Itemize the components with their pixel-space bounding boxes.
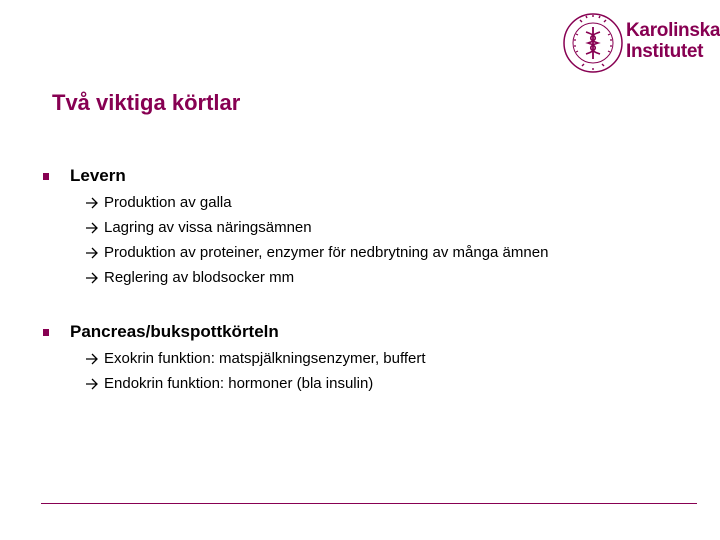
square-bullet-icon <box>43 329 49 336</box>
section-levern <box>43 166 549 290</box>
section-heading: Pancreas/bukspottkörteln <box>70 322 279 341</box>
arrow-right-icon <box>85 222 99 234</box>
logo-wordmark <box>626 20 720 62</box>
list-item: Exokrin funktion: matspjälkningsenzymer, buffert <box>85 346 426 371</box>
section-heading: Levern <box>70 166 126 185</box>
sub-list <box>85 346 426 396</box>
list-item: Reglering av blodsocker mm <box>85 265 548 290</box>
list-item: Lagring av vissa näringsämnen <box>85 215 548 240</box>
arrow-right-icon <box>85 378 99 390</box>
arrow-right-icon <box>85 247 99 259</box>
arrow-right-icon <box>85 197 99 209</box>
slide-title: Två viktiga körtlar <box>52 90 241 115</box>
sub-list <box>85 190 548 290</box>
karolinska-seal-icon <box>562 12 624 74</box>
logo-line1: Karolinska <box>626 20 720 41</box>
list-item: Produktion av galla <box>85 190 548 215</box>
section-pancreas <box>43 322 426 396</box>
logo-line2: Institutet <box>626 41 704 62</box>
list-item: Produktion av proteiner, enzymer för nedbrytning av många ämnen <box>85 240 548 265</box>
square-bullet-icon <box>43 173 49 180</box>
karolinska-logo <box>562 12 720 74</box>
arrow-right-icon <box>85 272 99 284</box>
list-item: Endokrin funktion: hormoner (bla insulin) <box>85 371 426 396</box>
footer-divider <box>41 503 697 504</box>
arrow-right-icon <box>85 353 99 365</box>
